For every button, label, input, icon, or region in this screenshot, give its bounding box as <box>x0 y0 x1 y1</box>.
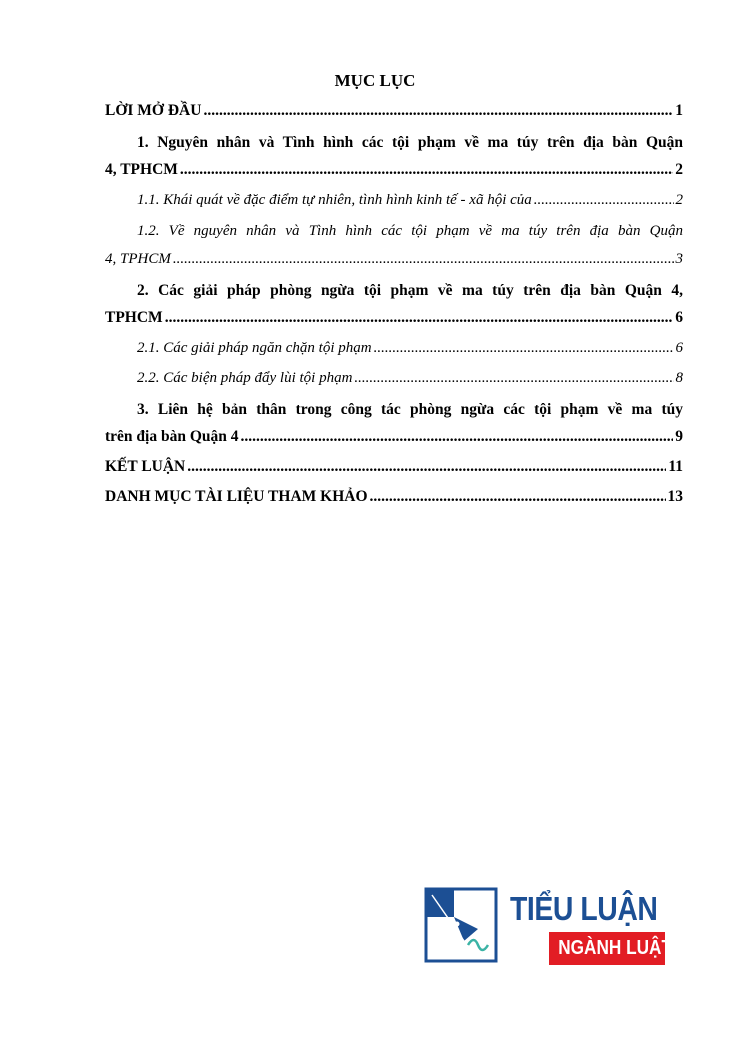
toc-page-number: 11 <box>668 458 683 475</box>
toc-entry-section-3[interactable] <box>105 424 683 450</box>
toc-entry-loi-mo-dau[interactable] <box>105 98 683 124</box>
toc-leader <box>173 246 674 272</box>
toc-page-number: 6 <box>675 340 683 356</box>
toc-label: DANH MỤC TÀI LIỆU THAM KHẢO <box>105 488 368 505</box>
toc-page-number: 2 <box>675 192 683 208</box>
toc-leader <box>165 305 674 331</box>
toc-entry-section-1-line1[interactable]: 1. Nguyên nhân và Tình hình các tội phạm về ma túy trên địa bàn Quận <box>137 134 683 151</box>
toc-label: 4, TPHCM <box>105 251 171 267</box>
toc-leader <box>187 454 666 480</box>
toc-label: TPHCM <box>105 309 163 326</box>
toc-label: KẾT LUẬN <box>105 458 186 475</box>
toc-leader <box>241 424 674 450</box>
toc-leader <box>203 98 673 124</box>
toc-page-number: 3 <box>675 251 683 267</box>
toc-page-number: 9 <box>675 428 683 445</box>
toc-page-number: 8 <box>675 370 683 386</box>
logo-subtitle: NGÀNH LUẬT <box>549 932 665 965</box>
pen-nib-icon <box>424 887 498 963</box>
toc-leader <box>374 335 674 361</box>
toc-entry-ket-luan[interactable] <box>105 454 683 480</box>
toc-entry-section-3-line1[interactable]: 3. Liên hệ bản thân trong công tác phòng ngừa các tội phạm về ma túy <box>137 401 683 418</box>
logo-title: TIỂU LUẬN <box>510 890 658 927</box>
toc-entry-section-1[interactable] <box>105 157 683 183</box>
brand-logo <box>424 887 670 967</box>
toc-entry-tai-lieu-tham-khao[interactable] <box>105 484 683 510</box>
toc-label: 1.1. Khái quát về đặc điểm tự nhiên, tình hình kinh tế - xã hội của <box>137 192 532 208</box>
toc-leader <box>370 484 666 510</box>
toc-entry-section-2-1[interactable] <box>105 335 683 361</box>
page-title: MỤC LỤC <box>334 71 416 90</box>
toc-page-number: 13 <box>667 488 683 505</box>
toc-leader <box>180 157 673 183</box>
table-of-contents <box>105 98 683 510</box>
toc-entry-section-1-1[interactable] <box>105 187 683 213</box>
toc-entry-section-2-2[interactable] <box>105 365 683 391</box>
toc-page-number: 1 <box>675 102 683 119</box>
toc-label: 2.1. Các giải pháp ngăn chặn tội phạm <box>137 340 372 356</box>
toc-label: 2.2. Các biện pháp đẩy lùi tội phạm <box>137 370 353 386</box>
toc-entry-section-1-2[interactable] <box>105 246 683 272</box>
toc-page-number: 6 <box>675 309 683 326</box>
toc-label: trên địa bàn Quận 4 <box>105 428 239 445</box>
toc-page-number: 2 <box>675 161 683 178</box>
toc-leader <box>354 365 673 391</box>
toc-entry-section-2[interactable] <box>105 305 683 331</box>
toc-leader <box>534 187 674 213</box>
toc-label: 4, TPHCM <box>105 161 178 178</box>
toc-label: LỜI MỞ ĐẦU <box>105 102 202 119</box>
toc-entry-section-1-2-line1[interactable]: 1.2. Về nguyên nhân và Tình hình các tội phạm về ma túy trên địa bàn Quận <box>137 223 683 239</box>
toc-entry-section-2-line1[interactable]: 2. Các giải pháp phòng ngừa tội phạm về ma túy trên địa bàn Quận 4, <box>137 282 683 299</box>
